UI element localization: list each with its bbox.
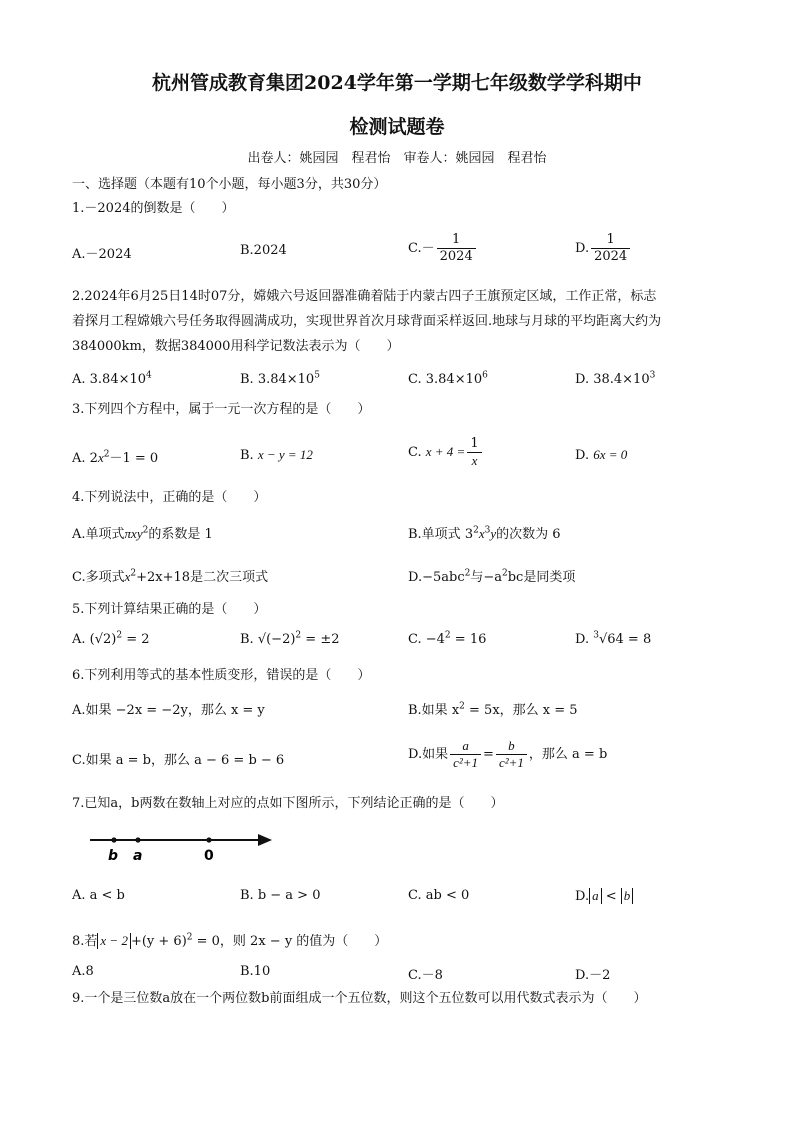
variable: a	[592, 888, 599, 903]
variable: x	[97, 450, 104, 465]
question-1-option-c	[408, 232, 478, 265]
question-6-option-a: A.如果 −2x = −2y，那么 x = y	[72, 703, 265, 718]
question-3-option-d	[575, 447, 627, 463]
question-5-option-b	[240, 632, 339, 647]
question-2-option-b	[240, 372, 320, 387]
question-5-option-d	[575, 632, 651, 647]
question-8-option-a: A.8	[72, 964, 94, 979]
exponent: 5	[314, 370, 320, 381]
question-1-option-d	[575, 232, 632, 265]
question-4-option-d	[408, 566, 575, 585]
question-3-option-b	[240, 447, 313, 463]
option-prefix: D.	[575, 632, 594, 647]
label-a: a	[133, 848, 143, 864]
option-prefix: A. 2	[72, 451, 98, 466]
stem-prefix: 8.若	[72, 934, 98, 949]
exponent: 2	[186, 932, 193, 943]
option-prefix: A.单项式	[72, 527, 125, 542]
option-rest: = 5x，那么 x = 5	[464, 703, 578, 718]
question-3-option-c	[408, 436, 484, 469]
variable: y	[490, 526, 497, 541]
absolute-value	[97, 933, 131, 949]
page-subtitle: 检测试题卷	[349, 116, 445, 138]
option-text: C. 3.84×10	[408, 372, 483, 387]
option-text: B. 3.84×10	[240, 372, 315, 387]
exponent: 2	[142, 525, 149, 536]
option-rest: = 2	[122, 632, 150, 647]
question-7-option-b: B. b − a > 0	[240, 888, 321, 903]
exponent: 2	[502, 568, 508, 579]
exponent: 2	[116, 630, 123, 641]
option-prefix: C.多项式	[72, 570, 125, 585]
option-mid: 与−a	[470, 570, 502, 585]
question-2-line-3: 384000km，数据384000用科学记数法表示为（ ）	[72, 339, 400, 354]
question-1-stem: 1.－2024的倒数是（ ）	[72, 201, 235, 216]
number-line-arrow	[258, 834, 272, 846]
option-prefix: B.单项式 3	[408, 527, 474, 542]
fraction	[437, 232, 476, 265]
section-heading: 一、选择题（本题有10个小题，每小题3分，共30分）	[72, 177, 387, 192]
expression: x + 4 =	[425, 444, 466, 459]
question-8-stem	[72, 929, 387, 954]
question-3-option-a	[72, 447, 158, 466]
question-5-option-a	[72, 632, 150, 647]
expression: 6x = 0	[593, 447, 628, 462]
exponent: 3	[649, 370, 656, 381]
option-rest: 的次数为 6	[496, 527, 561, 542]
question-2-line-2: 着探月工程嫦娥六号任务取得圆满成功，实现世界首次月球背面采样返回.地球与月球的平均距离大约为	[72, 314, 662, 329]
exponent: 2	[103, 449, 110, 460]
question-8-option-b: B.10	[240, 964, 271, 979]
exponent: 2	[464, 568, 471, 579]
variable: x	[124, 569, 131, 584]
option-prefix: C.	[408, 445, 426, 460]
exponent: 2	[473, 525, 479, 536]
option-rest: 的系数是 1	[148, 527, 213, 542]
option-rest: √64 = 8	[598, 632, 652, 647]
exponent: 2	[130, 568, 137, 579]
denominator: x	[471, 453, 478, 468]
exponent: 6	[482, 370, 488, 381]
option-text: D. 38.4×10	[575, 372, 650, 387]
question-6-option-b	[408, 699, 578, 718]
denominator: c²+1	[453, 755, 479, 770]
variable: b	[623, 888, 631, 903]
absolute-value	[589, 888, 602, 904]
label-zero: 0	[204, 848, 214, 864]
option-prefix: D.	[575, 241, 590, 256]
option-prefix: C. −4	[408, 632, 445, 647]
question-2-option-d	[575, 372, 655, 387]
number-line-figure	[86, 828, 286, 868]
stem-rest: = 0，则 2x − y 的值为（ ）	[192, 934, 388, 949]
numerator: a	[450, 738, 481, 755]
option-rest: ，那么 a = b	[528, 747, 608, 762]
question-7-option-a: A. a < b	[72, 888, 125, 903]
page-title: 杭州管成教育集团2024学年第一学期七年级数学学科期中	[152, 72, 642, 94]
fraction	[467, 436, 481, 469]
expression: x − 2	[100, 933, 128, 948]
question-7-option-c: C. ab < 0	[408, 888, 470, 903]
authors-line: 出卷人：姚园园 程君怡 审卷人：姚园园 程君怡	[247, 151, 547, 166]
question-4-option-a	[72, 523, 213, 542]
option-prefix: B. √(−2)	[240, 632, 296, 647]
variable: x	[478, 526, 485, 541]
question-4-option-b	[408, 523, 561, 542]
question-9-stem: 9.一个是三位数a放在一个两位数b前面组成一个五位数，则这个五位数可以用代数式表示为（ ）	[72, 991, 647, 1006]
option-prefix: B.	[240, 448, 258, 463]
question-4-option-c	[72, 566, 268, 585]
exponent: 2	[444, 630, 451, 641]
denominator: 2024	[594, 249, 628, 264]
option-prefix: C.－	[408, 241, 435, 256]
question-2-option-a	[72, 372, 152, 387]
fraction	[591, 232, 630, 265]
denominator: c²+1	[498, 755, 524, 770]
numerator: 1	[591, 232, 630, 249]
question-6-option-c: C.如果 a = b，那么 a − 6 = b − 6	[72, 753, 285, 768]
option-text: A. 3.84×10	[72, 372, 147, 387]
option-prefix: D.	[575, 889, 590, 904]
root-index: 3	[593, 630, 599, 641]
question-7-stem: 7.已知a，b两数在数轴上对应的点如下图所示，下列结论正确的是（ ）	[72, 796, 504, 811]
question-6-stem: 6.下列利用等式的基本性质变形，错误的是（ ）	[72, 668, 371, 683]
question-8-option-d: D.－2	[575, 968, 611, 983]
fraction	[496, 738, 527, 771]
comparison-sign: <	[601, 889, 621, 904]
stem-mid: +(y + 6)	[130, 934, 187, 949]
expression: x − y = 12	[257, 447, 313, 462]
question-5-option-c	[408, 632, 486, 647]
question-8-option-c: C.－8	[408, 968, 443, 983]
option-rest: bc是同类项	[507, 570, 576, 585]
absolute-value	[621, 888, 634, 904]
option-prefix: B.如果 x	[408, 703, 460, 718]
question-7-option-d	[575, 888, 633, 904]
option-prefix: D.−5abc	[408, 570, 465, 585]
expression: πxy	[124, 526, 143, 541]
exponent: 4	[146, 370, 152, 381]
numerator: b	[496, 738, 527, 755]
question-3-stem: 3.下列四个方程中，属于一元一次方程的是（ ）	[72, 402, 371, 417]
exponent: 2	[295, 630, 302, 641]
option-rest: －1 = 0	[109, 451, 159, 466]
denominator: 2024	[439, 249, 473, 264]
exponent: 3	[484, 525, 491, 536]
question-5-stem: 5.下列计算结果正确的是（ ）	[72, 602, 267, 617]
question-1-option-b: B.2024	[240, 243, 287, 258]
question-1-option-a: A.－2024	[72, 247, 132, 262]
point-zero	[206, 837, 211, 842]
point-a	[135, 837, 140, 842]
option-prefix: D.	[575, 448, 594, 463]
option-prefix: D.如果	[408, 747, 449, 762]
label-b: b	[108, 848, 119, 864]
question-4-stem: 4.下列说法中，正确的是（ ）	[72, 490, 267, 505]
equals-sign: =	[483, 747, 494, 762]
question-2-line-1: 2.2024年6月25日14时07分，嫦娥六号返回器准确着陆于内蒙古四子王旗预定区域，工作正常，标志	[72, 289, 657, 304]
point-b	[111, 837, 116, 842]
question-6-option-d	[408, 738, 607, 771]
fraction	[450, 738, 481, 771]
option-rest: +2x+18是二次三项式	[136, 570, 269, 585]
numerator: 1	[437, 232, 476, 249]
option-prefix: A. (√2)	[72, 632, 117, 647]
numerator: 1	[467, 436, 481, 453]
option-rest: = 16	[450, 632, 487, 647]
exponent: 2	[459, 701, 465, 712]
question-2-option-c	[408, 372, 488, 387]
option-rest: = ±2	[301, 632, 340, 647]
